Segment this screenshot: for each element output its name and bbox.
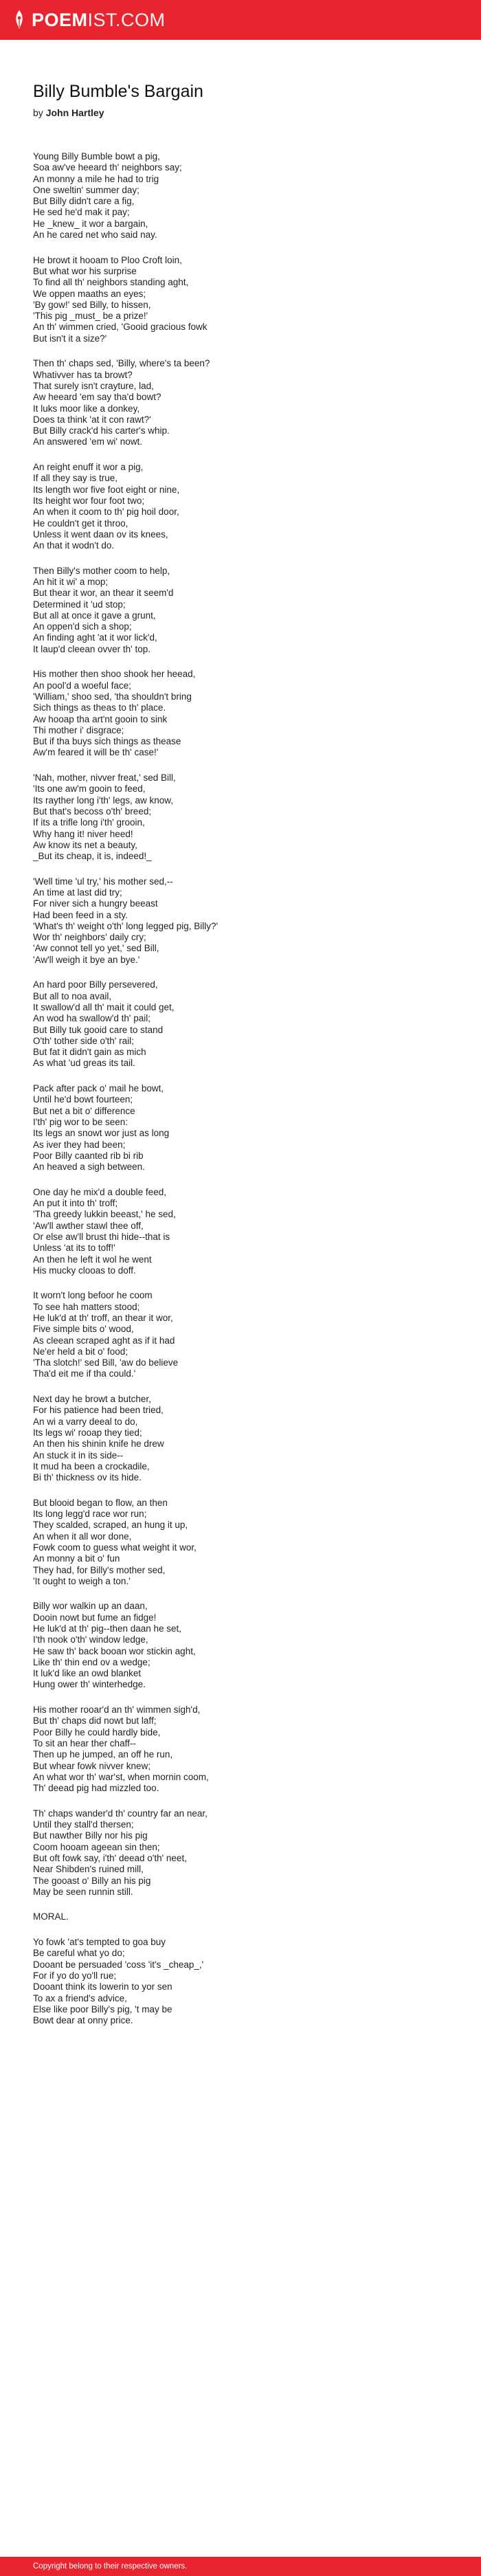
- poem-line: For if yo do yo'll rue;: [33, 1970, 117, 1981]
- poem-line: An then he left it wol he went: [33, 1254, 152, 1265]
- poem-line: If its a trifle long i'th' grooin,: [33, 817, 145, 828]
- poem-line: An when it all wor done,: [33, 1531, 132, 1542]
- poem-line: 'Aw connot tell yo yet,' sed Bill,: [33, 943, 159, 954]
- poem-line: Billy wor walkin up an daan,: [33, 1601, 148, 1612]
- poem-line: 'Aw'll awther stawl thee off,: [33, 1220, 144, 1231]
- poem-stanza: [33, 1290, 448, 1379]
- poem-line: But oft fowk say, i'th' deead o'th' neet,: [33, 1852, 187, 1863]
- poem-line: The gooast o' Billy an his pig: [33, 1875, 151, 1886]
- poem-line: An he cared net who said nay.: [33, 230, 157, 241]
- poem-line: An what wor th' war'st, when mornin coom,: [33, 1771, 209, 1782]
- poem-line: Its length wor five foot eight or nine,: [33, 484, 180, 495]
- poem-line: He couldn't get it throo,: [33, 518, 128, 529]
- poem-line: But Billy tuk gooid care to stand: [33, 1024, 164, 1035]
- poem-line: He luk'd at th' troff, an thear it wor,: [33, 1312, 173, 1323]
- logo-text-light: IST.COM: [87, 9, 166, 30]
- poem-line: As iver they had been;: [33, 1139, 126, 1150]
- poem-line: Be careful what yo do;: [33, 1948, 125, 1959]
- poem-line: Five simple bits o' wood,: [33, 1324, 134, 1335]
- poem-line: Whativver has ta browt?: [33, 369, 133, 380]
- poem-stanza: [33, 979, 448, 1069]
- poem-line: To ax a friend's advice,: [33, 1992, 127, 2003]
- poem-line: It laup'd cleean ovver th' top.: [33, 643, 151, 654]
- poem-line: Or else aw'll brust thi hide--that is: [33, 1231, 170, 1242]
- poem-line: An stuck it in its side--: [33, 1450, 124, 1461]
- logo-text: [32, 10, 166, 31]
- poem-line: Th' chaps wander'd th' country far an near,: [33, 1808, 208, 1819]
- poem-line: Then th' chaps sed, 'Billy, where's ta been?: [33, 358, 210, 369]
- author-link[interactable]: John Hartley: [45, 107, 104, 118]
- poem-line: Its height wor four foot two;: [33, 495, 145, 506]
- poem-line: Thi mother i' disgrace;: [33, 724, 124, 735]
- poem-stanza: [33, 1601, 448, 1690]
- poem-line: Until he'd bowt fourteen;: [33, 1094, 133, 1105]
- poem-line: He _knew_ it wor a bargain,: [33, 218, 148, 229]
- poem-line: He luk'd at th' pig--then daan he set,: [33, 1623, 182, 1634]
- poem-line: An answered 'em wi' nowt.: [33, 436, 142, 447]
- poem-line: But net a bit o' difference: [33, 1105, 135, 1116]
- poem-line: Yo fowk 'at's tempted to goa buy: [33, 1937, 166, 1948]
- poem-line: Aw heeard 'em say tha'd bowt?: [33, 392, 161, 403]
- poem-line: 'Well time 'ul try,' his mother sed,--: [33, 876, 173, 887]
- poem-line: An that it wodn't do.: [33, 540, 115, 551]
- poem-line: It mud ha been a crockadile,: [33, 1461, 150, 1472]
- poem-stanza: [33, 255, 448, 344]
- poem-line: Aw know its net a beauty,: [33, 839, 137, 850]
- poem-line: Then up he jumped, an off he run,: [33, 1749, 173, 1760]
- poem-line: An then his shinin knife he drew: [33, 1439, 164, 1450]
- poem-line: It luks moor like a donkey,: [33, 403, 140, 414]
- poem-line: Dooin nowt but fume an fidge!: [33, 1612, 157, 1623]
- poem-stanza: [33, 462, 448, 551]
- poem-stanza: [33, 876, 448, 966]
- copyright-text: Copyright belong to their respective owners.: [33, 2562, 188, 2571]
- poem-line: Bowt dear at onny price.: [33, 2015, 133, 2026]
- poem-line: Next day he browt a butcher,: [33, 1394, 151, 1405]
- poem-line: Coom hooam ageean sin then;: [33, 1841, 160, 1852]
- poem-line: For niver sich a hungry beeast: [33, 898, 158, 909]
- poem-line: But nawther Billy nor his pig: [33, 1830, 148, 1841]
- poem-line: Unless 'at its to toff!': [33, 1243, 115, 1254]
- poem-stanza: [33, 358, 448, 447]
- poem-line: An put it into th' troff;: [33, 1198, 118, 1209]
- poem-line: Dooant be persuaded 'coss 'it's _cheap_,': [33, 1959, 204, 1970]
- poem-line: O'th' tother side o'th' rail;: [33, 1035, 134, 1046]
- poem-line: Ne'er held a bit o' food;: [33, 1346, 128, 1357]
- poem-line: It swallow'd all th' mait it could get,: [33, 1001, 175, 1012]
- poem-line: MORAL.: [33, 1911, 69, 1922]
- poem-line: Bi th' thickness ov its hide.: [33, 1472, 142, 1483]
- poem-line: 'By gow!' sed Billy, to hissen,: [33, 299, 151, 310]
- poem-line: They had, for Billy's mother sed,: [33, 1564, 166, 1575]
- poem-line: To sit an hear ther chaff--: [33, 1737, 136, 1748]
- poem-line: 'Nah, mother, nivver freat,' sed Bill,: [33, 773, 176, 784]
- poem-line: But blooid began to flow, an then: [33, 1497, 168, 1508]
- poem-line: 'This pig _must_ be a prize!': [33, 311, 148, 322]
- poem-line: I'th nook o'th' window ledge,: [33, 1634, 148, 1645]
- poem-line: An th' wimmen cried, 'Gooid gracious fowk: [33, 322, 208, 333]
- poem-line: Else like poor Billy's pig, 't may be: [33, 2003, 172, 2014]
- poem-line: But that's becoss o'th' breed;: [33, 806, 152, 817]
- poem-stanza: [33, 669, 448, 758]
- poem-title: Billy Bumble's Bargain: [33, 82, 203, 101]
- site-header: [0, 0, 481, 40]
- poem-line: 'It ought to weigh a ton.': [33, 1575, 131, 1586]
- poem-stanza: [33, 1705, 448, 1794]
- poem-line: But if tha buys sich things as thease: [33, 736, 181, 747]
- poem-line: Th' deead pig had mizzled too.: [33, 1783, 159, 1794]
- poem-line: Sich things as theas to th' place.: [33, 702, 166, 713]
- poem-line: Near Shibden's ruined mill,: [33, 1864, 144, 1875]
- site-footer: [0, 2557, 481, 2576]
- poem-line: 'What's th' weight o'th' long legged pig, Billy?': [33, 920, 219, 931]
- poem-line: Like th' thin end ov a wedge;: [33, 1656, 150, 1667]
- poem-line: Had been feed in a sty.: [33, 909, 128, 920]
- poem-line: Dooant think its lowerin to yor sen: [33, 1981, 172, 1992]
- poem-line: Determined it 'ud stop;: [33, 599, 126, 610]
- logo-text-bold: POEM: [32, 9, 88, 30]
- poem-line: Pack after pack o' mail he bowt,: [33, 1083, 164, 1094]
- poem-stanza: [33, 566, 448, 655]
- poem-stanza: [33, 1083, 448, 1173]
- poem-line: Young Billy Bumble bowt a pig,: [33, 151, 160, 162]
- poem-line: Then Billy's mother coom to help,: [33, 565, 170, 576]
- poem-content: [0, 40, 481, 2026]
- poem-line: But th' chaps did nowt but laff;: [33, 1716, 157, 1726]
- poem-line: One day he mix'd a double feed,: [33, 1186, 166, 1197]
- poem-line: An monny a mile he had to trig: [33, 173, 159, 184]
- poem-line: They scalded, scraped, an hung it up,: [33, 1520, 188, 1531]
- poem-line: Why hang it! niver heed!: [33, 828, 133, 839]
- poem-line: 'William,' shoo sed, 'tha shouldn't bring: [33, 691, 192, 702]
- poem-line: An monny a bit o' fun: [33, 1553, 120, 1564]
- poem-line: _But its cheap, it is, indeed!_: [33, 851, 152, 862]
- poem-line: That surely isn't crayture, lad,: [33, 380, 154, 391]
- poem-line: He browt it hooam to Ploo Croft loin,: [33, 254, 182, 265]
- poem-line: Does ta think 'at it con rawt?': [33, 414, 151, 425]
- poem-line: One sweltin' summer day;: [33, 184, 139, 195]
- poem-line: Its rayther long i'th' legs, aw know,: [33, 795, 174, 806]
- poem-stanza: [33, 1498, 448, 1587]
- poem-line: An hard poor Billy persevered,: [33, 979, 158, 990]
- poem-line: But all at once it gave a grunt,: [33, 610, 156, 621]
- poem-line: But fat it didn't gain as mich: [33, 1047, 146, 1058]
- poem-line: As cleean scraped aght as if it had: [33, 1335, 175, 1346]
- poem-line: 'Its one aw'm gooin to feed,: [33, 784, 146, 795]
- poem-byline: [33, 107, 448, 118]
- poem-line: But isn't it a size?': [33, 333, 107, 344]
- poem-line: An wi a varry deeal to do,: [33, 1416, 138, 1427]
- poem-line: 'Aw'll weigh it bye an bye.': [33, 954, 140, 965]
- poem-line: But what wor his surprise: [33, 265, 137, 276]
- poem-stanza: [33, 1911, 448, 1922]
- poem-line: He sed he'd mak it pay;: [33, 207, 130, 218]
- poem-stanza: [33, 1937, 448, 2026]
- poem-line: An pool'd a woeful face;: [33, 680, 131, 691]
- poem-line: It worn't long befoor he coom: [33, 1290, 153, 1301]
- poem-stanza: [33, 1808, 448, 1898]
- poem-line: An time at last did try;: [33, 887, 122, 898]
- quill-pen-icon: [12, 10, 26, 30]
- poem-line: Soa aw've heeard th' neighbors say;: [33, 162, 182, 173]
- poem-line: Fowk coom to guess what weight it wor,: [33, 1542, 197, 1553]
- site-logo[interactable]: [12, 10, 166, 31]
- poem-line: But Billy didn't care a fig,: [33, 196, 135, 207]
- poem-line: I'th' pig wor to be seen:: [33, 1116, 128, 1127]
- poem-line: His mother then shoo shook her heead,: [33, 669, 196, 680]
- poem-line: He saw th' back booan wor stickin aght,: [33, 1645, 196, 1656]
- poem-line: Tha'd eit me if tha could.': [33, 1368, 136, 1379]
- poem-line: An oppen'd sich a shop;: [33, 621, 132, 632]
- poem-line: 'Tha slotch!' sed Bill, 'aw do believe: [33, 1357, 179, 1368]
- poem-line: To find all th' neighbors standing aght,: [33, 277, 189, 288]
- poem-line: 'Tha greedy lukkin beeast,' he sed,: [33, 1209, 176, 1220]
- poem-line: An finding aght 'at it wor lick'd,: [33, 632, 157, 643]
- poem-line: But all to noa avail,: [33, 990, 112, 1001]
- poem-line: It luk'd like an owd blanket: [33, 1668, 142, 1679]
- poem-line: His mucky clooas to doff.: [33, 1265, 136, 1276]
- poem-line: Until they stall'd thersen;: [33, 1819, 134, 1830]
- by-label: by: [33, 107, 43, 118]
- poem-line: If all they say is true,: [33, 473, 118, 484]
- poem-line: Unless it went daan ov its knees,: [33, 529, 168, 540]
- poem-line: But thear it wor, an thear it seem'd: [33, 588, 174, 599]
- poem-stanza: [33, 151, 448, 241]
- poem-line: Hung ower th' winterhedge.: [33, 1679, 146, 1690]
- poem-stanza: [33, 773, 448, 862]
- poem-stanza: [33, 1187, 448, 1276]
- poem-line: May be seen runnin still.: [33, 1886, 133, 1897]
- poem-line: Aw'm feared it will be th' case!': [33, 747, 159, 758]
- poem-line: As what 'ud greas its tail.: [33, 1058, 135, 1069]
- poem-line: Poor Billy caanted rib bi rib: [33, 1150, 144, 1161]
- poem-line: An when it coom to th' pig hoil door,: [33, 507, 179, 518]
- poem-line: His mother rooar'd an th' wimmen sigh'd,: [33, 1705, 201, 1716]
- poem-line: An reight enuff it wor a pig,: [33, 462, 144, 473]
- poem-line: An hit it wi' a mop;: [33, 576, 109, 587]
- poem-stanza: [33, 1394, 448, 1483]
- poem-line: Wor th' neighbors' daily cry;: [33, 932, 146, 943]
- poem-line: To see hah matters stood;: [33, 1301, 140, 1312]
- poem-line: But whear fowk nivver knew;: [33, 1760, 151, 1771]
- poem-line: For his patience had been tried,: [33, 1405, 164, 1416]
- poem-line: Its legs wi' rooap they tied;: [33, 1427, 142, 1438]
- poem-body: [33, 151, 448, 2026]
- poem-line: But Billy crack'd his carter's whip.: [33, 425, 170, 436]
- poem-line: Aw hooap tha art'nt gooin to sink: [33, 713, 168, 724]
- poem-line: We oppen maaths an eyes;: [33, 288, 146, 299]
- poem-line: An heaved a sigh between.: [33, 1162, 145, 1173]
- poem-line: An wod ha swallow'd th' pail;: [33, 1013, 150, 1024]
- poem-line: Poor Billy he could hardly bide,: [33, 1726, 161, 1737]
- poem-line: Its long legg'd race wor run;: [33, 1509, 147, 1520]
- poem-line: Its legs an snowt wor just as long: [33, 1128, 170, 1139]
